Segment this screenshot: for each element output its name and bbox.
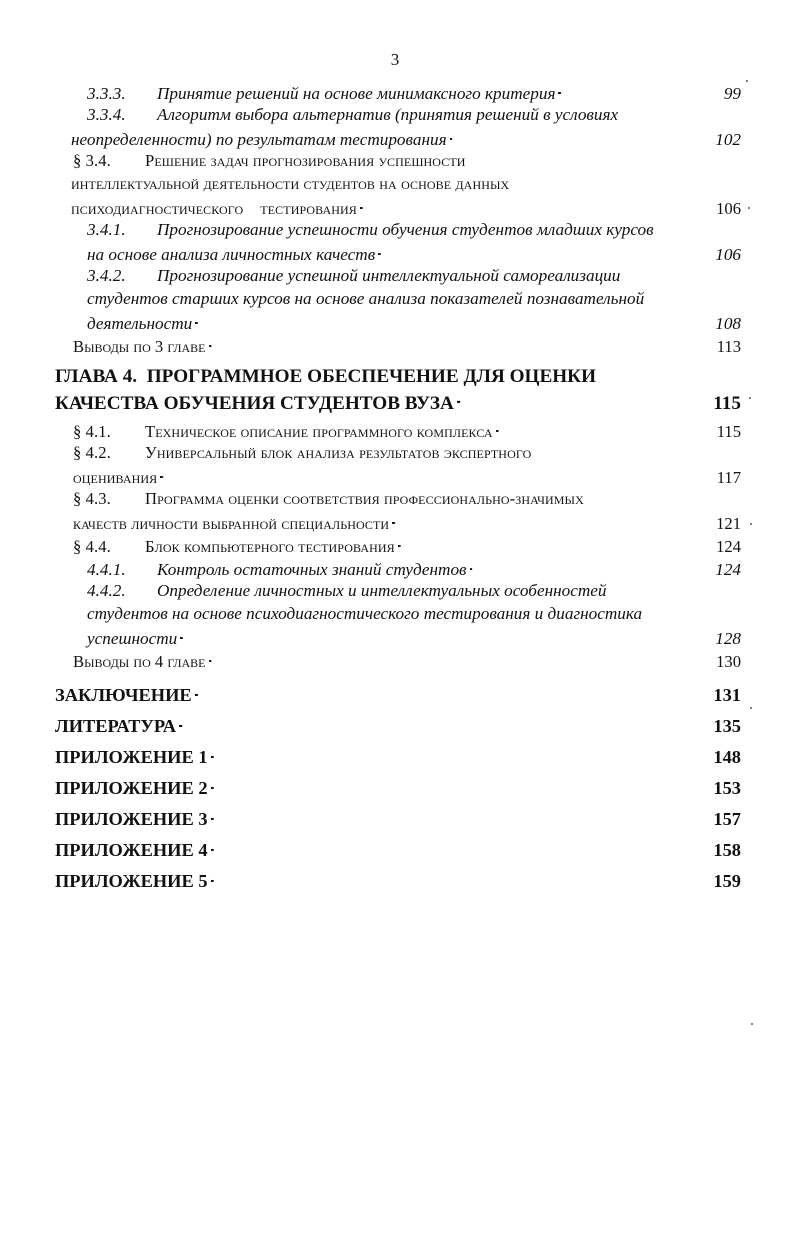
appendix-title: ПРИЛОЖЕНИЕ 1 (55, 747, 208, 768)
table-of-contents (55, 82, 741, 900)
entry-title-cont: неопределенности) по результатам тестирования (71, 130, 447, 150)
entry-number: 4.4.1. (87, 560, 126, 580)
section-title: Программа оценки соответствия профессионально-значимых (145, 489, 584, 508)
entry-page: 157 (713, 809, 741, 830)
dot-leader (195, 312, 712, 329)
entry-title-cont: студентов старших курсов на основе анализа показателей познавательной (87, 289, 645, 308)
scan-speck (749, 397, 751, 399)
entry-number: 3.4.2. (87, 266, 126, 285)
dot-leader (398, 535, 713, 552)
toc-literature[interactable] (55, 714, 741, 745)
literature-title: ЛИТЕРАТУРА (55, 716, 177, 737)
toc-section-4-1[interactable] (55, 420, 741, 443)
entry-title-cont: на основе анализа личностных качеств (87, 245, 376, 265)
page-number: 3 (390, 50, 400, 69)
entry-page: 148 (713, 747, 741, 768)
entry-title-cont: деятельности (87, 314, 193, 334)
entry-page: 106 (715, 245, 741, 265)
toc-conclusion[interactable] (55, 683, 741, 714)
entry-page: 153 (713, 778, 741, 799)
scan-speck (750, 523, 752, 525)
toc-appendix-4[interactable] (55, 838, 741, 869)
toc-summary-chapter-3[interactable] (55, 335, 741, 358)
entry-page: 159 (713, 871, 741, 892)
chapter-title: ГЛАВА 4. ПРОГРАММНОЕ ОБЕСПЕЧЕНИЕ ДЛЯ ОЦЕНКИ (55, 366, 597, 387)
dot-leader (211, 838, 711, 856)
scan-speck (751, 1023, 753, 1025)
dot-leader (450, 128, 713, 145)
entry-page: 99 (723, 84, 741, 104)
section-title-cont: качеств личности выбранной специальности (73, 513, 390, 533)
dot-leader (378, 243, 712, 260)
entry-page: 108 (715, 314, 741, 334)
entry-title: Прогнозирование успешности обучения студентов младших курсов (157, 220, 654, 239)
entry-page: 128 (715, 629, 741, 649)
dot-leader (211, 807, 711, 825)
toc-section-4-3[interactable] (55, 489, 741, 535)
scan-speck (748, 207, 750, 209)
entry-title: Алгоритм выбора альтернатив (принятия решений в условиях (157, 105, 619, 124)
entry-page: 124 (715, 560, 741, 580)
toc-entry-4-4-2[interactable] (55, 581, 741, 650)
toc-entry-3-4-1[interactable] (55, 220, 741, 266)
section-number: § 4.2. (73, 443, 111, 462)
toc-entry-4-4-1[interactable] (55, 558, 741, 581)
chapter-title-cont: КАЧЕСТВА ОБУЧЕНИЯ СТУДЕНТОВ ВУЗА (55, 393, 454, 414)
dot-leader (211, 869, 711, 887)
toc-entry-3-3-3[interactable] (55, 82, 741, 105)
section-title: Универсальный блок анализа результатов экспертного (145, 443, 532, 462)
entry-page: 131 (713, 685, 741, 706)
dot-leader (211, 776, 711, 794)
toc-entry-3-4-2[interactable] (55, 266, 741, 335)
entry-number: 4.4.2. (87, 581, 126, 600)
dot-leader (160, 466, 713, 483)
entry-number: 3.3.3. (87, 84, 126, 104)
summary-title: Выводы по 4 главе (73, 651, 206, 671)
entry-page: 135 (713, 716, 741, 737)
entry-title-cont: студентов на основе психодиагностического тестирования и диагностика (87, 604, 643, 623)
section-title: Блок компьютерного тестирования (145, 536, 395, 556)
toc-section-4-2[interactable] (55, 443, 741, 489)
dot-leader (470, 558, 713, 575)
entry-page: 113 (716, 336, 741, 356)
section-title-cont: оценивания (73, 467, 158, 487)
dot-leader (209, 650, 714, 667)
appendix-title: ПРИЛОЖЕНИЕ 5 (55, 871, 208, 892)
dot-leader (558, 82, 720, 99)
entry-page: 102 (715, 130, 741, 150)
entry-title: Определение личностных и интеллектуальных особенностей (157, 581, 607, 600)
scan-speck (746, 80, 748, 82)
entry-page: 121 (716, 513, 741, 533)
toc-chapter-4[interactable] (55, 366, 741, 414)
scan-speck (750, 707, 752, 709)
section-number: § 4.3. (73, 489, 111, 508)
toc-appendix-1[interactable] (55, 745, 741, 776)
section-number: § 4.4. (73, 536, 111, 556)
entry-page: 117 (716, 467, 741, 487)
dot-leader (180, 627, 712, 644)
toc-appendix-5[interactable] (55, 869, 741, 900)
entry-page: 115 (716, 421, 741, 441)
dot-leader (195, 683, 711, 701)
appendix-title: ПРИЛОЖЕНИЕ 4 (55, 840, 208, 861)
appendix-title: ПРИЛОЖЕНИЕ 3 (55, 809, 208, 830)
toc-entry-3-3-4[interactable] (55, 105, 741, 151)
entry-number: 3.4.1. (87, 220, 126, 239)
dot-leader (392, 512, 713, 529)
entry-number: 3.3.4. (87, 105, 126, 124)
dot-leader (211, 745, 711, 763)
section-title: Техническое описание программного комплекса (145, 421, 493, 441)
dot-leader (179, 714, 710, 732)
entry-page: 106 (716, 198, 741, 218)
entry-page: 115 (713, 393, 741, 414)
entry-title: Принятие решений на основе минимаксного критерия (157, 84, 556, 104)
toc-appendix-3[interactable] (55, 807, 741, 838)
toc-summary-chapter-4[interactable] (55, 650, 741, 673)
entry-title: Контроль остаточных знаний студентов (157, 560, 467, 580)
toc-appendix-2[interactable] (55, 776, 741, 807)
section-title: Решение задач прогнозирования успешности (145, 151, 466, 170)
section-title-cont: психодиагностического тестирования (71, 198, 357, 218)
entry-page: 130 (716, 651, 741, 671)
conclusion-title: ЗАКЛЮЧЕНИЕ (55, 685, 192, 706)
appendix-title: ПРИЛОЖЕНИЕ 2 (55, 778, 208, 799)
section-number: § 3.4. (73, 151, 111, 170)
summary-title: Выводы по 3 главе (73, 336, 206, 356)
entry-title: Прогнозирование успешной интеллектуальной самореализации (157, 266, 621, 285)
entry-title-cont: успешности (87, 629, 178, 649)
dot-leader (360, 197, 713, 214)
section-title-cont: интеллектуальной деятельности студентов на основе данных (71, 174, 510, 193)
toc-section-3-4[interactable] (55, 151, 741, 220)
dot-leader (457, 390, 710, 409)
dot-leader (496, 420, 714, 437)
entry-page: 124 (716, 536, 741, 556)
section-number: § 4.1. (73, 421, 111, 441)
toc-section-4-4[interactable] (55, 535, 741, 558)
entry-page: 158 (713, 840, 741, 861)
dot-leader (209, 335, 714, 352)
